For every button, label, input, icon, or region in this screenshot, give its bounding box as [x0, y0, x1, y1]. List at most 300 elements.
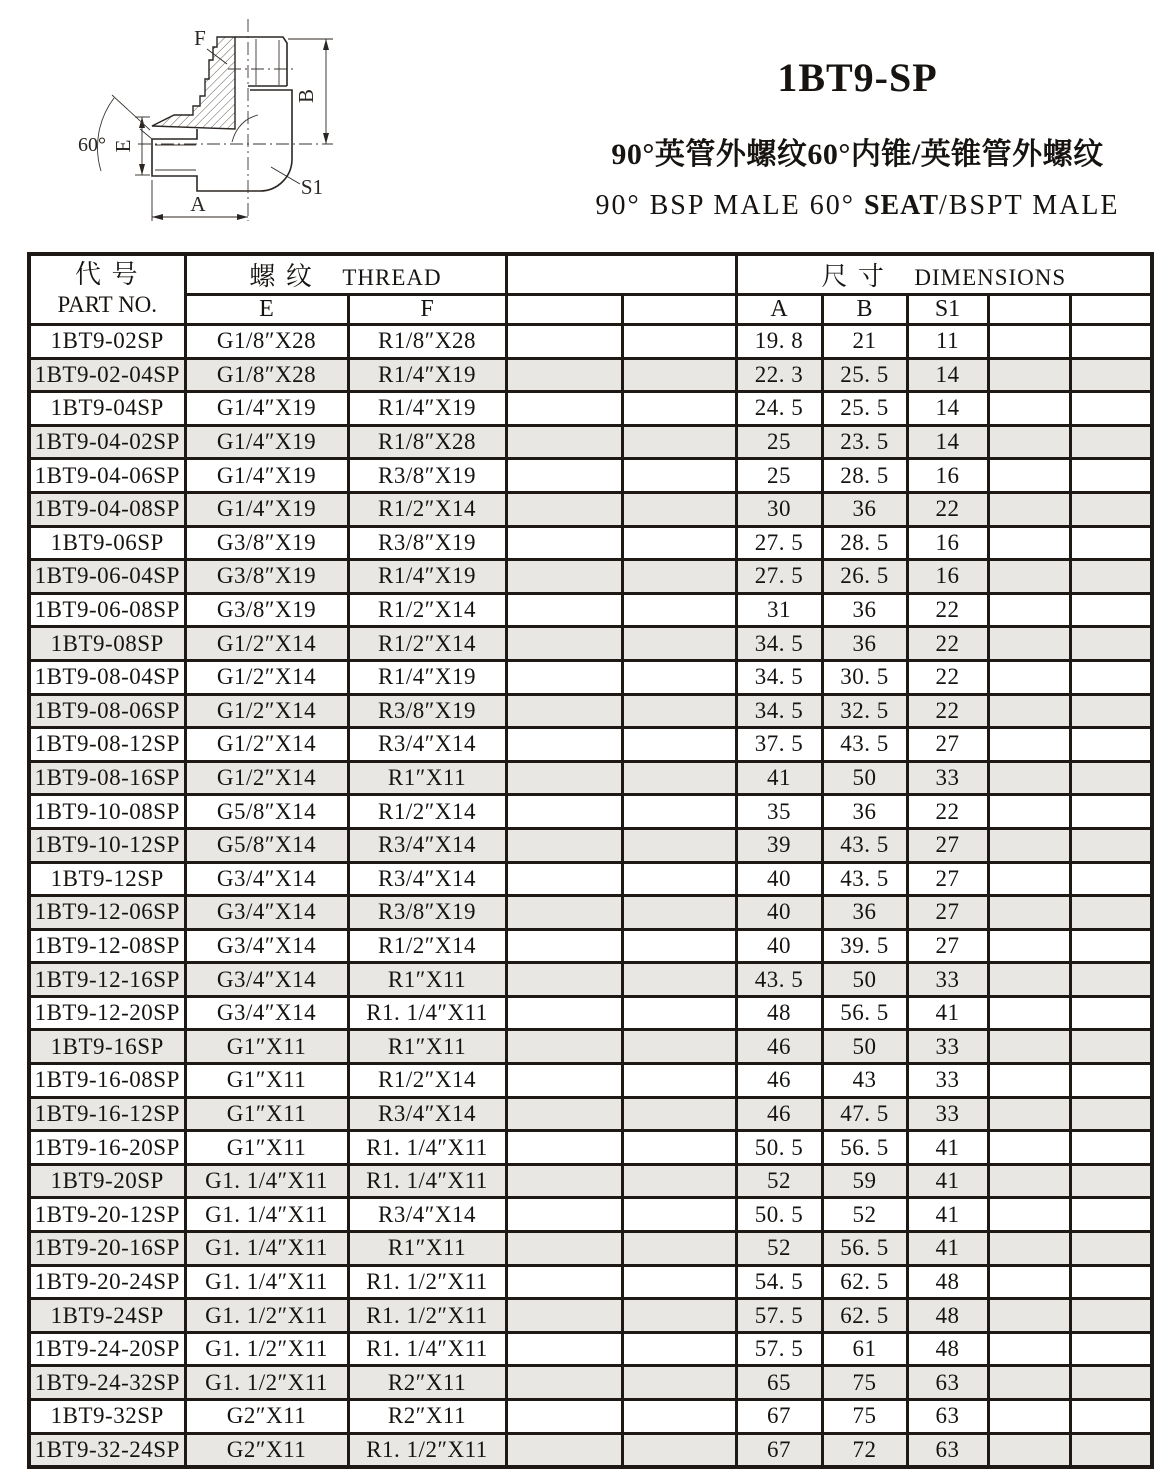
cell-part-no: 1BT9-02SP — [29, 325, 185, 359]
cell-thread-e: G1/2″X14 — [185, 694, 348, 728]
cell-dim-b: 21 — [822, 325, 907, 359]
cell-blank — [988, 526, 1070, 560]
cell-dim-s1: 14 — [907, 358, 988, 392]
table-row — [29, 795, 1152, 829]
dim-e — [135, 117, 150, 175]
cell-dim-s1: 22 — [907, 492, 988, 526]
cell-dim-s1: 14 — [907, 425, 988, 459]
cell-thread-f: R1. 1/4″X11 — [348, 996, 506, 1030]
cell-blank — [622, 862, 736, 896]
cell-thread-f: R1. 1/4″X11 — [348, 1164, 506, 1198]
cell-part-no: 1BT9-06-04SP — [29, 560, 185, 594]
cell-thread-f: R1. 1/4″X11 — [348, 1332, 506, 1366]
cell-dim-a: 34. 5 — [736, 694, 822, 728]
cell-part-no: 1BT9-04-02SP — [29, 425, 185, 459]
cell-blank — [506, 963, 622, 997]
table-row — [29, 862, 1152, 896]
label-angle: 60° — [78, 134, 106, 156]
cell-blank — [988, 896, 1070, 930]
cell-blank — [622, 996, 736, 1030]
cell-blank — [622, 1232, 736, 1266]
cell-part-no: 1BT9-16-20SP — [29, 1131, 185, 1165]
table-header-row-2 — [29, 295, 1152, 325]
table-row — [29, 996, 1152, 1030]
cell-thread-f: R1/8″X28 — [348, 325, 506, 359]
cell-dim-b: 59 — [822, 1164, 907, 1198]
cell-thread-e: G3/8″X19 — [185, 526, 348, 560]
cell-thread-e: G1/4″X19 — [185, 492, 348, 526]
cell-thread-e: G1/4″X19 — [185, 459, 348, 493]
cell-dim-s1: 63 — [907, 1433, 988, 1467]
cell-blank — [1070, 1400, 1152, 1434]
cell-dim-b: 36 — [822, 896, 907, 930]
table-row — [29, 1097, 1152, 1131]
cell-blank — [622, 1164, 736, 1198]
cell-blank — [1070, 392, 1152, 426]
cell-thread-e: G1. 1/2″X11 — [185, 1366, 348, 1400]
cell-dim-s1: 27 — [907, 896, 988, 930]
cell-blank — [988, 728, 1070, 762]
cell-dim-a: 30 — [736, 492, 822, 526]
fitting-section-drawing — [40, 8, 380, 240]
cell-blank — [988, 627, 1070, 661]
cell-part-no: 1BT9-06SP — [29, 526, 185, 560]
cell-thread-e: G3/4″X14 — [185, 896, 348, 930]
cell-part-no: 1BT9-04-08SP — [29, 492, 185, 526]
cell-dim-s1: 41 — [907, 1131, 988, 1165]
table-row — [29, 728, 1152, 762]
cell-dim-b: 43. 5 — [822, 862, 907, 896]
cell-blank — [988, 492, 1070, 526]
cell-thread-f: R3/4″X14 — [348, 862, 506, 896]
cell-thread-f: R3/4″X14 — [348, 828, 506, 862]
cell-thread-f: R1/2″X14 — [348, 929, 506, 963]
cell-blank — [1070, 996, 1152, 1030]
cell-blank — [988, 1232, 1070, 1266]
cell-blank — [506, 1332, 622, 1366]
header-thread-group — [185, 254, 506, 295]
cell-part-no: 1BT9-08-06SP — [29, 694, 185, 728]
cell-blank — [506, 1064, 622, 1098]
cell-blank — [1070, 1164, 1152, 1198]
cell-blank — [506, 795, 622, 829]
cell-part-no: 1BT9-32-24SP — [29, 1433, 185, 1467]
cell-dim-a: 27. 5 — [736, 526, 822, 560]
cell-dim-a: 19. 8 — [736, 325, 822, 359]
header-thread-cn: 螺 纹 — [249, 262, 314, 291]
cell-part-no: 1BT9-24-20SP — [29, 1332, 185, 1366]
cell-blank — [622, 694, 736, 728]
cell-dim-b: 28. 5 — [822, 459, 907, 493]
cell-blank — [506, 492, 622, 526]
table-row — [29, 963, 1152, 997]
cell-dim-s1: 27 — [907, 929, 988, 963]
table-row — [29, 1400, 1152, 1434]
cell-part-no: 1BT9-08SP — [29, 627, 185, 661]
cell-dim-s1: 41 — [907, 1198, 988, 1232]
cell-thread-e: G1. 1/4″X11 — [185, 1198, 348, 1232]
cell-dim-a: 43. 5 — [736, 963, 822, 997]
cell-dim-s1: 48 — [907, 1332, 988, 1366]
table-row — [29, 828, 1152, 862]
cell-dim-a: 34. 5 — [736, 627, 822, 661]
cell-dim-s1: 14 — [907, 392, 988, 426]
cell-dim-b: 75 — [822, 1366, 907, 1400]
cell-blank — [988, 1265, 1070, 1299]
label-a: A — [190, 192, 206, 216]
table-row — [29, 1232, 1152, 1266]
label-f: F — [194, 26, 206, 50]
cell-dim-b: 43 — [822, 1064, 907, 1098]
cell-blank — [622, 761, 736, 795]
table-row — [29, 761, 1152, 795]
header-col-s1: S1 — [907, 295, 988, 325]
cell-dim-a: 46 — [736, 1030, 822, 1064]
table-row — [29, 627, 1152, 661]
cell-dim-s1: 22 — [907, 660, 988, 694]
cell-blank — [506, 761, 622, 795]
cell-dim-b: 47. 5 — [822, 1097, 907, 1131]
cell-blank — [988, 1366, 1070, 1400]
table-row — [29, 1164, 1152, 1198]
cell-thread-f: R1″X11 — [348, 963, 506, 997]
cell-thread-e: G1/2″X14 — [185, 761, 348, 795]
cell-blank — [988, 358, 1070, 392]
cell-dim-b: 52 — [822, 1198, 907, 1232]
cell-dim-a: 50. 5 — [736, 1131, 822, 1165]
cell-dim-a: 54. 5 — [736, 1265, 822, 1299]
header-dimensions-cn: 尺 寸 — [821, 262, 886, 291]
cell-dim-a: 57. 5 — [736, 1332, 822, 1366]
cell-blank — [506, 1131, 622, 1165]
cell-blank — [1070, 560, 1152, 594]
cell-blank — [506, 1366, 622, 1400]
cell-part-no: 1BT9-12-08SP — [29, 929, 185, 963]
cell-thread-f: R1/2″X14 — [348, 627, 506, 661]
cell-dim-b: 39. 5 — [822, 929, 907, 963]
cell-blank — [1070, 1064, 1152, 1098]
cell-thread-e: G1/8″X28 — [185, 358, 348, 392]
cell-dim-a: 24. 5 — [736, 392, 822, 426]
cell-blank — [1070, 1198, 1152, 1232]
cell-thread-f: R3/4″X14 — [348, 1097, 506, 1131]
cell-dim-a: 52 — [736, 1164, 822, 1198]
cell-dim-a: 25 — [736, 425, 822, 459]
cell-blank — [1070, 1030, 1152, 1064]
cell-blank — [622, 660, 736, 694]
header-part-no-en: PART NO. — [57, 292, 158, 318]
cell-dim-b: 72 — [822, 1433, 907, 1467]
cell-blank — [1070, 459, 1152, 493]
cell-dim-s1: 11 — [907, 325, 988, 359]
header-col-blank — [988, 295, 1070, 325]
cell-blank — [1070, 425, 1152, 459]
cell-blank — [622, 425, 736, 459]
cell-blank — [988, 1030, 1070, 1064]
cell-blank — [1070, 728, 1152, 762]
cell-dim-s1: 33 — [907, 1064, 988, 1098]
cell-thread-e: G2″X11 — [185, 1433, 348, 1467]
cell-dim-a: 22. 3 — [736, 358, 822, 392]
cell-thread-e: G1″X11 — [185, 1064, 348, 1098]
cell-blank — [506, 929, 622, 963]
cell-thread-f: R3/8″X19 — [348, 694, 506, 728]
cell-blank — [988, 795, 1070, 829]
cell-blank — [988, 560, 1070, 594]
cell-blank — [1070, 593, 1152, 627]
cell-blank — [1070, 492, 1152, 526]
label-e: E — [111, 139, 135, 153]
cell-blank — [506, 996, 622, 1030]
cell-thread-e: G1″X11 — [185, 1131, 348, 1165]
cell-blank — [506, 1030, 622, 1064]
cell-dim-s1: 33 — [907, 963, 988, 997]
cell-blank — [1070, 1332, 1152, 1366]
cell-thread-e: G1/2″X14 — [185, 728, 348, 762]
cell-dim-a: 37. 5 — [736, 728, 822, 762]
cell-dim-b: 28. 5 — [822, 526, 907, 560]
header-col-b: B — [822, 295, 907, 325]
table-header-row-1 — [29, 254, 1152, 295]
cell-blank — [506, 728, 622, 762]
cell-dim-s1: 33 — [907, 1097, 988, 1131]
cell-blank — [988, 694, 1070, 728]
cell-blank — [622, 1030, 736, 1064]
cell-dim-b: 23. 5 — [822, 425, 907, 459]
cell-blank — [988, 761, 1070, 795]
cell-dim-a: 67 — [736, 1400, 822, 1434]
cell-thread-e: G1″X11 — [185, 1097, 348, 1131]
cell-dim-b: 30. 5 — [822, 660, 907, 694]
cell-thread-e: G1/4″X19 — [185, 392, 348, 426]
cell-dim-s1: 63 — [907, 1400, 988, 1434]
cell-blank — [622, 593, 736, 627]
table-row — [29, 1064, 1152, 1098]
table-body — [29, 325, 1152, 1468]
cell-blank — [622, 828, 736, 862]
cell-blank — [622, 963, 736, 997]
cell-dim-a: 65 — [736, 1366, 822, 1400]
cell-blank — [1070, 660, 1152, 694]
cell-dim-s1: 22 — [907, 795, 988, 829]
cell-blank — [988, 1400, 1070, 1434]
cell-blank — [1070, 1131, 1152, 1165]
cell-blank — [1070, 761, 1152, 795]
cell-thread-f: R2″X11 — [348, 1400, 506, 1434]
cell-thread-f: R1. 1/2″X11 — [348, 1433, 506, 1467]
cell-blank — [622, 1064, 736, 1098]
cell-thread-f: R3/8″X19 — [348, 896, 506, 930]
cell-dim-b: 43. 5 — [822, 728, 907, 762]
cell-dim-a: 50. 5 — [736, 1198, 822, 1232]
cell-thread-e: G1. 1/4″X11 — [185, 1265, 348, 1299]
cell-thread-e: G5/8″X14 — [185, 795, 348, 829]
cell-dim-a: 67 — [736, 1433, 822, 1467]
cell-dim-s1: 27 — [907, 728, 988, 762]
cell-thread-f: R1. 1/2″X11 — [348, 1265, 506, 1299]
header-col-blank — [1070, 295, 1152, 325]
cell-dim-s1: 48 — [907, 1299, 988, 1333]
cell-blank — [506, 1400, 622, 1434]
cell-dim-a: 34. 5 — [736, 660, 822, 694]
cell-thread-f: R3/4″X14 — [348, 728, 506, 762]
cell-blank — [1070, 963, 1152, 997]
cell-blank — [988, 325, 1070, 359]
cell-dim-b: 56. 5 — [822, 1131, 907, 1165]
cell-thread-f: R1/4″X19 — [348, 392, 506, 426]
cell-blank — [1070, 358, 1152, 392]
cell-blank — [988, 1064, 1070, 1098]
table-row — [29, 1265, 1152, 1299]
cell-blank — [506, 325, 622, 359]
cell-blank — [988, 425, 1070, 459]
cell-part-no: 1BT9-12SP — [29, 862, 185, 896]
cell-thread-f: R1/2″X14 — [348, 1064, 506, 1098]
header-col-f: F — [348, 295, 506, 325]
cell-dim-b: 56. 5 — [822, 996, 907, 1030]
cell-thread-e: G1/2″X14 — [185, 627, 348, 661]
cell-blank — [622, 526, 736, 560]
cell-part-no: 1BT9-10-08SP — [29, 795, 185, 829]
cell-dim-a: 25 — [736, 459, 822, 493]
table-row — [29, 1433, 1152, 1467]
cell-blank — [1070, 1433, 1152, 1467]
cell-blank — [506, 526, 622, 560]
cell-blank — [988, 1131, 1070, 1165]
cell-blank — [506, 627, 622, 661]
cell-dim-a: 40 — [736, 929, 822, 963]
header-part-no-cn: 代 号 — [74, 259, 140, 289]
label-s1: S1 — [300, 175, 324, 199]
cell-dim-a: 40 — [736, 896, 822, 930]
cell-blank — [988, 1164, 1070, 1198]
subtitle-english — [585, 192, 1130, 220]
cell-thread-e: G3/8″X19 — [185, 560, 348, 594]
cell-thread-f: R1″X11 — [348, 1232, 506, 1266]
cell-part-no: 1BT9-02-04SP — [29, 358, 185, 392]
header-dimensions-en: DIMENSIONS — [914, 265, 1067, 290]
cell-part-no: 1BT9-16SP — [29, 1030, 185, 1064]
cell-thread-f: R1/2″X14 — [348, 593, 506, 627]
cell-thread-e: G3/4″X14 — [185, 963, 348, 997]
cell-blank — [622, 1433, 736, 1467]
cell-dim-b: 36 — [822, 795, 907, 829]
cell-blank — [1070, 526, 1152, 560]
cell-thread-f: R2″X11 — [348, 1366, 506, 1400]
cell-blank — [506, 560, 622, 594]
cell-blank — [1070, 862, 1152, 896]
cell-part-no: 1BT9-32SP — [29, 1400, 185, 1434]
table-row — [29, 526, 1152, 560]
cell-blank — [622, 1198, 736, 1232]
spec-table — [27, 252, 1154, 1469]
header-col-blank — [506, 295, 622, 325]
cell-thread-f: R1/4″X19 — [348, 660, 506, 694]
cell-blank — [988, 862, 1070, 896]
cell-dim-b: 36 — [822, 492, 907, 526]
cell-dim-s1: 48 — [907, 1265, 988, 1299]
table-row — [29, 325, 1152, 359]
cell-blank — [1070, 1366, 1152, 1400]
table-row — [29, 1030, 1152, 1064]
cell-dim-b: 62. 5 — [822, 1299, 907, 1333]
cell-blank — [622, 560, 736, 594]
cell-dim-a: 46 — [736, 1064, 822, 1098]
cell-dim-a: 40 — [736, 862, 822, 896]
table-row — [29, 425, 1152, 459]
cell-part-no: 1BT9-12-20SP — [29, 996, 185, 1030]
cell-blank — [622, 1097, 736, 1131]
section-hatch-area — [152, 37, 235, 129]
label-b: B — [294, 88, 318, 104]
cell-blank — [988, 828, 1070, 862]
cell-dim-s1: 41 — [907, 1232, 988, 1266]
subtitle-en-suffix: /BSPT MALE — [939, 190, 1120, 221]
cell-blank — [622, 459, 736, 493]
cell-thread-e: G3/8″X19 — [185, 593, 348, 627]
table-row — [29, 1332, 1152, 1366]
subtitle-en-emphasis: SEAT — [863, 190, 940, 221]
cell-part-no: 1BT9-10-12SP — [29, 828, 185, 862]
cell-blank — [506, 896, 622, 930]
cell-blank — [988, 459, 1070, 493]
cell-thread-f: R1/4″X19 — [348, 358, 506, 392]
cell-blank — [1070, 1299, 1152, 1333]
cell-dim-s1: 33 — [907, 1030, 988, 1064]
cell-dim-a: 52 — [736, 1232, 822, 1266]
cell-thread-f: R1/2″X14 — [348, 492, 506, 526]
cell-blank — [1070, 1265, 1152, 1299]
cell-dim-s1: 22 — [907, 593, 988, 627]
leader-s1 — [271, 167, 300, 184]
subtitle-chinese: 90°英管外螺纹60°内锥/英锥管外螺纹 — [611, 138, 1104, 171]
cell-part-no: 1BT9-04SP — [29, 392, 185, 426]
cell-blank — [506, 1232, 622, 1266]
table-row — [29, 1299, 1152, 1333]
cell-dim-a: 27. 5 — [736, 560, 822, 594]
cell-blank — [506, 694, 622, 728]
cell-thread-f: R1″X11 — [348, 761, 506, 795]
cell-dim-s1: 33 — [907, 761, 988, 795]
cell-thread-e: G5/8″X14 — [185, 828, 348, 862]
subtitle-en-prefix: 90° BSP MALE 60° — [595, 190, 864, 221]
table-row — [29, 896, 1152, 930]
cell-part-no: 1BT9-20-12SP — [29, 1198, 185, 1232]
cell-blank — [988, 1097, 1070, 1131]
cell-dim-b: 25. 5 — [822, 392, 907, 426]
header-col-e: E — [185, 295, 348, 325]
cell-part-no: 1BT9-12-06SP — [29, 896, 185, 930]
cell-dim-s1: 16 — [907, 459, 988, 493]
cell-blank — [988, 929, 1070, 963]
cell-blank — [1070, 828, 1152, 862]
cell-blank — [988, 1332, 1070, 1366]
cell-blank — [506, 425, 622, 459]
header-thread-en: THREAD — [342, 265, 442, 290]
cell-thread-f: R3/8″X19 — [348, 526, 506, 560]
cell-blank — [506, 459, 622, 493]
cell-dim-b: 61 — [822, 1332, 907, 1366]
cell-thread-e: G1. 1/4″X11 — [185, 1164, 348, 1198]
cell-dim-s1: 41 — [907, 996, 988, 1030]
cell-dim-s1: 16 — [907, 560, 988, 594]
cell-thread-e: G3/4″X14 — [185, 929, 348, 963]
cell-thread-e: G1/8″X28 — [185, 325, 348, 359]
cell-part-no: 1BT9-16-08SP — [29, 1064, 185, 1098]
cell-thread-f: R3/8″X19 — [348, 459, 506, 493]
cell-thread-f: R1. 1/2″X11 — [348, 1299, 506, 1333]
cell-part-no: 1BT9-20-24SP — [29, 1265, 185, 1299]
